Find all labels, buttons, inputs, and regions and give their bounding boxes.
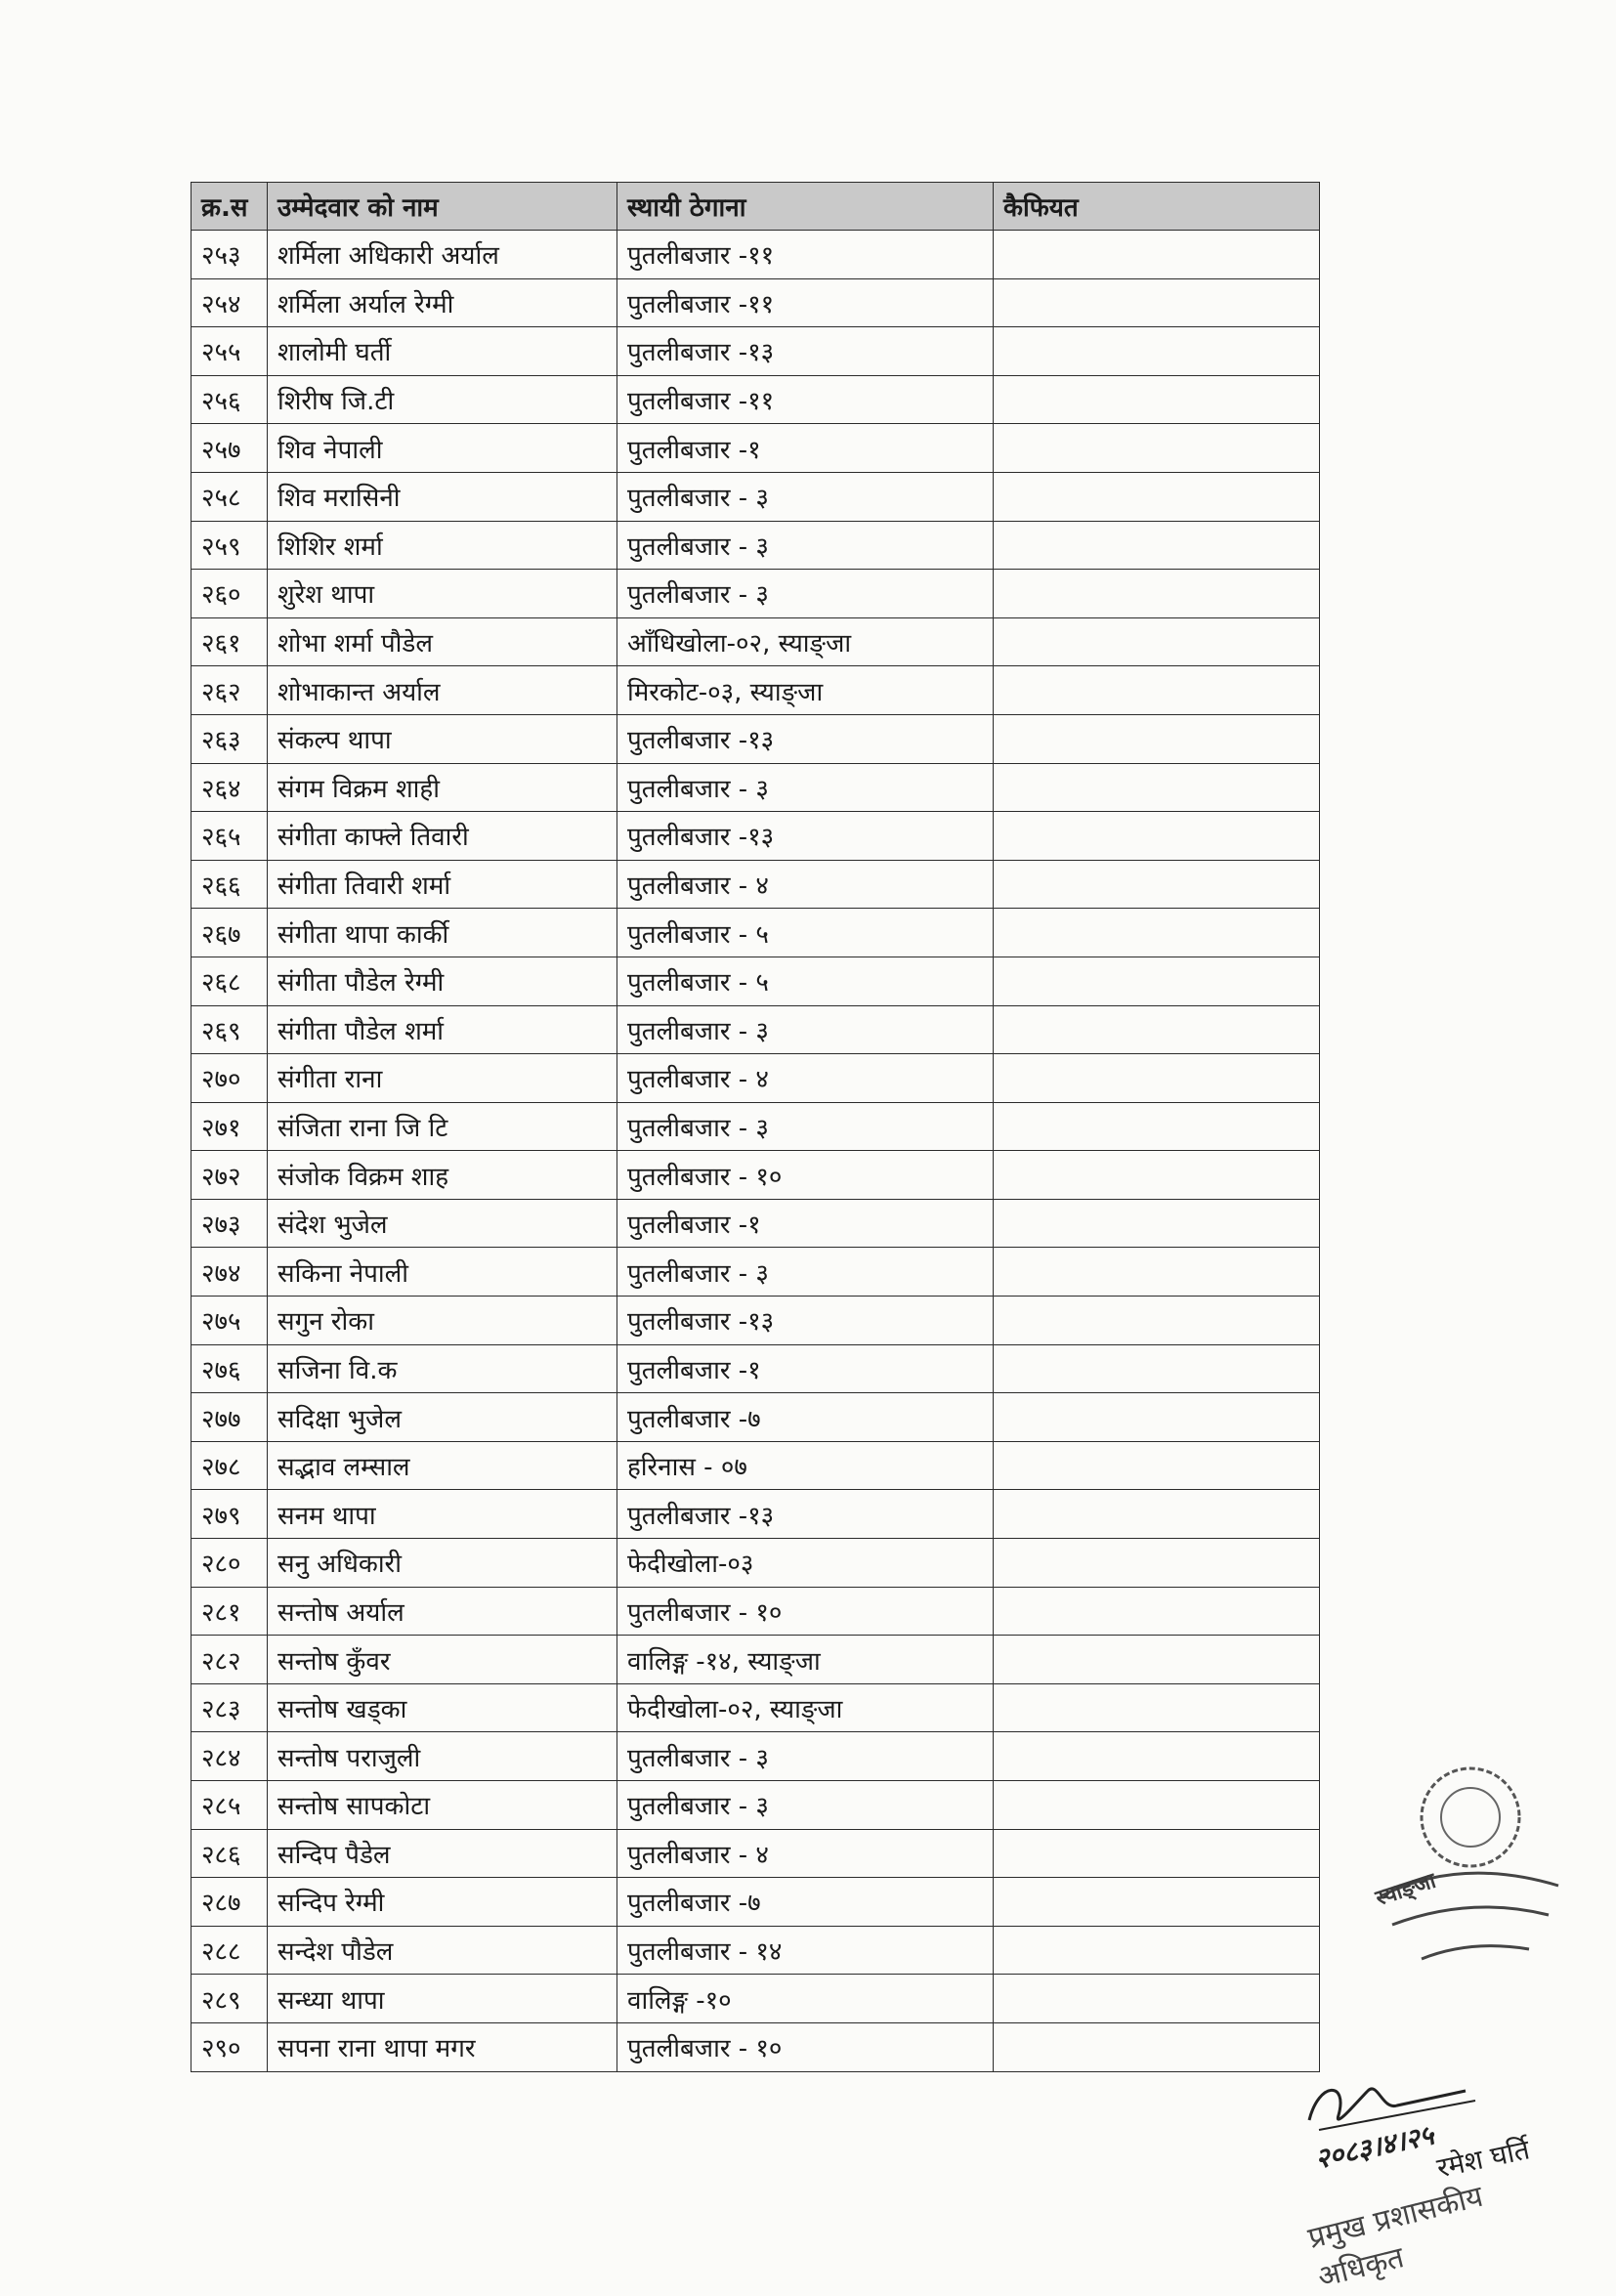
signature-scribble bbox=[1290, 2071, 1583, 2140]
serial-cell: २८३ bbox=[191, 1683, 268, 1732]
name-cell: संगम विक्रम शाही bbox=[268, 763, 617, 812]
table-row bbox=[191, 957, 1320, 1005]
remark-cell bbox=[994, 472, 1320, 521]
name-cell: सजिना वि.क bbox=[268, 1344, 617, 1393]
remark-cell bbox=[994, 570, 1320, 618]
serial-cell: २८८ bbox=[191, 1926, 268, 1975]
remark-cell bbox=[994, 957, 1320, 1005]
name-cell: संगीता तिवारी शर्मा bbox=[268, 860, 617, 909]
name-cell: सपना राना थापा मगर bbox=[268, 2022, 617, 2071]
address-cell: पुतलीबजार - ३ bbox=[617, 1781, 994, 1830]
address-cell: पुतलीबजार - ३ bbox=[617, 763, 994, 812]
name-cell: सकिना नेपाली bbox=[268, 1248, 617, 1297]
name-cell: सदिक्षा भुजेल bbox=[268, 1393, 617, 1442]
address-cell: वालिङ्ग -१४, स्याङ्जा bbox=[617, 1636, 994, 1684]
name-cell: संगीता पौडेल शर्मा bbox=[268, 1005, 617, 1054]
table-row bbox=[191, 1151, 1320, 1200]
table-row bbox=[191, 617, 1320, 666]
name-cell: शर्मिला अधिकारी अर्याल bbox=[268, 231, 617, 279]
serial-cell: २६७ bbox=[191, 909, 268, 957]
remark-cell bbox=[994, 375, 1320, 424]
header-serial: क्र.स bbox=[191, 183, 268, 231]
address-cell: हरिनास - ०७ bbox=[617, 1441, 994, 1490]
name-cell: सनम थापा bbox=[268, 1490, 617, 1539]
remark-cell bbox=[994, 812, 1320, 861]
name-cell: सन्तोष अर्याल bbox=[268, 1587, 617, 1636]
table-row bbox=[191, 1005, 1320, 1054]
table-header-row bbox=[191, 183, 1320, 231]
remark-cell bbox=[994, 1732, 1320, 1781]
name-cell: शिरीष जि.टी bbox=[268, 375, 617, 424]
remark-cell bbox=[994, 1199, 1320, 1248]
serial-cell: २८१ bbox=[191, 1587, 268, 1636]
name-cell: संगीता काफ्ले तिवारी bbox=[268, 812, 617, 861]
table-row bbox=[191, 1248, 1320, 1297]
serial-cell: २७३ bbox=[191, 1199, 268, 1248]
serial-cell: २७८ bbox=[191, 1441, 268, 1490]
table-row bbox=[191, 1539, 1320, 1588]
address-cell: पुतलीबजार -७ bbox=[617, 1393, 994, 1442]
remark-cell bbox=[994, 617, 1320, 666]
serial-cell: २७४ bbox=[191, 1248, 268, 1297]
serial-cell: २८९ bbox=[191, 1975, 268, 2023]
header-address: स्थायी ठेगाना bbox=[617, 183, 994, 231]
serial-cell: २८५ bbox=[191, 1781, 268, 1830]
serial-cell: २५३ bbox=[191, 231, 268, 279]
address-cell: पुतलीबजार -११ bbox=[617, 278, 994, 327]
remark-cell bbox=[994, 1539, 1320, 1588]
signatory-title: प्रमुख प्रशासकीय अधिकृत bbox=[1304, 2179, 1487, 2295]
address-cell: पुतलीबजार - १० bbox=[617, 1587, 994, 1636]
table-row bbox=[191, 1344, 1320, 1393]
address-cell: वालिङ्ग -१० bbox=[617, 1975, 994, 2023]
name-cell: संगीता पौडेल रेग्मी bbox=[268, 957, 617, 1005]
table-row bbox=[191, 666, 1320, 715]
remark-cell bbox=[994, 1975, 1320, 2023]
serial-cell: २५५ bbox=[191, 327, 268, 376]
remark-cell bbox=[994, 521, 1320, 570]
name-cell: शिव मरासिनी bbox=[268, 472, 617, 521]
remark-cell bbox=[994, 1441, 1320, 1490]
remark-cell bbox=[994, 1683, 1320, 1732]
table-row bbox=[191, 1781, 1320, 1830]
remark-cell bbox=[994, 1490, 1320, 1539]
name-cell: सन्दिप पैडेल bbox=[268, 1829, 617, 1878]
address-cell: पुतलीबजार -१ bbox=[617, 424, 994, 473]
header-remark: कैफियत bbox=[994, 183, 1320, 231]
address-cell: पुतलीबजार - ३ bbox=[617, 1732, 994, 1781]
remark-cell bbox=[994, 1829, 1320, 1878]
remark-cell bbox=[994, 860, 1320, 909]
serial-cell: २७० bbox=[191, 1054, 268, 1103]
serial-cell: २८६ bbox=[191, 1829, 268, 1878]
table-row bbox=[191, 1975, 1320, 2023]
header-name: उम्मेदवार को नाम bbox=[268, 183, 617, 231]
signature-date: २०८३।४।२५ bbox=[1312, 2118, 1437, 2176]
table-row bbox=[191, 1199, 1320, 1248]
name-cell: सद्भाव लम्साल bbox=[268, 1441, 617, 1490]
name-cell: संगीता थापा कार्की bbox=[268, 909, 617, 957]
table-row bbox=[191, 327, 1320, 376]
name-cell: शिशिर शर्मा bbox=[268, 521, 617, 570]
serial-cell: २५८ bbox=[191, 472, 268, 521]
table-row bbox=[191, 909, 1320, 957]
table-row bbox=[191, 1829, 1320, 1878]
remark-cell bbox=[994, 714, 1320, 763]
address-cell: पुतलीबजार - १० bbox=[617, 1151, 994, 1200]
name-cell: संकल्प थापा bbox=[268, 714, 617, 763]
name-cell: शोभा शर्मा पौडेल bbox=[268, 617, 617, 666]
serial-cell: २६६ bbox=[191, 860, 268, 909]
address-cell: पुतलीबजार - ४ bbox=[617, 1829, 994, 1878]
serial-cell: २५४ bbox=[191, 278, 268, 327]
serial-cell: २६२ bbox=[191, 666, 268, 715]
remark-cell bbox=[994, 231, 1320, 279]
remark-cell bbox=[994, 1005, 1320, 1054]
address-cell: पुतलीबजार - ३ bbox=[617, 1102, 994, 1151]
remark-cell bbox=[994, 1344, 1320, 1393]
name-cell: शुरेश थापा bbox=[268, 570, 617, 618]
table-row bbox=[191, 1683, 1320, 1732]
serial-cell: २६३ bbox=[191, 714, 268, 763]
remark-cell bbox=[994, 1781, 1320, 1830]
serial-cell: २६९ bbox=[191, 1005, 268, 1054]
table-row bbox=[191, 1878, 1320, 1927]
name-cell: संगीता राना bbox=[268, 1054, 617, 1103]
name-cell: संजोक विक्रम शाह bbox=[268, 1151, 617, 1200]
serial-cell: २८० bbox=[191, 1539, 268, 1588]
table-row bbox=[191, 1393, 1320, 1442]
remark-cell bbox=[994, 909, 1320, 957]
table-row bbox=[191, 1297, 1320, 1345]
name-cell: शोभाकान्त अर्याल bbox=[268, 666, 617, 715]
name-cell: संदेश भुजेल bbox=[268, 1199, 617, 1248]
name-cell: संजिता राना जि टि bbox=[268, 1102, 617, 1151]
table-row bbox=[191, 375, 1320, 424]
serial-cell: २७१ bbox=[191, 1102, 268, 1151]
address-cell: पुतलीबजार - ३ bbox=[617, 570, 994, 618]
remark-cell bbox=[994, 666, 1320, 715]
name-cell: सन्तोष पराजुली bbox=[268, 1732, 617, 1781]
serial-cell: २६० bbox=[191, 570, 268, 618]
signature-block bbox=[1290, 2071, 1583, 2295]
name-cell: शालोमी घर्ती bbox=[268, 327, 617, 376]
name-cell: सन्तोष कुँवर bbox=[268, 1636, 617, 1684]
address-cell: पुतलीबजार - १० bbox=[617, 2022, 994, 2071]
remark-cell bbox=[994, 1878, 1320, 1927]
table-row bbox=[191, 1441, 1320, 1490]
name-cell: सन्तोष खड्का bbox=[268, 1683, 617, 1732]
table-row bbox=[191, 714, 1320, 763]
table-row bbox=[191, 1490, 1320, 1539]
table-row bbox=[191, 1636, 1320, 1684]
serial-cell: २५९ bbox=[191, 521, 268, 570]
remark-cell bbox=[994, 1248, 1320, 1297]
address-cell: पुतलीबजार -१ bbox=[617, 1344, 994, 1393]
address-cell: पुतलीबजार - ३ bbox=[617, 1005, 994, 1054]
serial-cell: २६१ bbox=[191, 617, 268, 666]
table-row bbox=[191, 1926, 1320, 1975]
table-row bbox=[191, 231, 1320, 279]
table-row bbox=[191, 570, 1320, 618]
serial-cell: २८७ bbox=[191, 1878, 268, 1927]
address-cell: पुतलीबजार - ४ bbox=[617, 860, 994, 909]
table-row bbox=[191, 763, 1320, 812]
address-cell: पुतलीबजार -११ bbox=[617, 375, 994, 424]
serial-cell: २५७ bbox=[191, 424, 268, 473]
table-row bbox=[191, 2022, 1320, 2071]
address-cell: पुतलीबजार -१ bbox=[617, 1199, 994, 1248]
table-row bbox=[191, 1054, 1320, 1103]
address-cell: पुतलीबजार - ४ bbox=[617, 1054, 994, 1103]
name-cell: सगुन रोका bbox=[268, 1297, 617, 1345]
candidate-table bbox=[191, 182, 1320, 2072]
address-cell: पुतलीबजार - ३ bbox=[617, 521, 994, 570]
address-cell: पुतलीबजार -१३ bbox=[617, 1490, 994, 1539]
serial-cell: २६८ bbox=[191, 957, 268, 1005]
remark-cell bbox=[994, 1636, 1320, 1684]
remark-cell bbox=[994, 2022, 1320, 2071]
address-cell: आँधिखोला-०२, स्याङ्जा bbox=[617, 617, 994, 666]
address-cell: पुतलीबजार -१३ bbox=[617, 714, 994, 763]
signatory-name: रमेश घर्ति bbox=[1433, 2133, 1533, 2185]
table-row bbox=[191, 860, 1320, 909]
table-row bbox=[191, 1732, 1320, 1781]
name-cell: सन्ध्या थापा bbox=[268, 1975, 617, 2023]
serial-cell: २५६ bbox=[191, 375, 268, 424]
remark-cell bbox=[994, 278, 1320, 327]
remark-cell bbox=[994, 763, 1320, 812]
name-cell: सन्दिप रेग्मी bbox=[268, 1878, 617, 1927]
address-cell: मिरकोट-०३, स्याङ्जा bbox=[617, 666, 994, 715]
address-cell: पुतलीबजार - १४ bbox=[617, 1926, 994, 1975]
table-row bbox=[191, 1102, 1320, 1151]
serial-cell: २८२ bbox=[191, 1636, 268, 1684]
serial-cell: २७२ bbox=[191, 1151, 268, 1200]
address-cell: फेदीखोला-०३ bbox=[617, 1539, 994, 1588]
remark-cell bbox=[994, 1151, 1320, 1200]
name-cell: सन्देश पौडेल bbox=[268, 1926, 617, 1975]
address-cell: पुतलीबजार - ३ bbox=[617, 1248, 994, 1297]
address-cell: पुतलीबजार - ५ bbox=[617, 909, 994, 957]
table-row bbox=[191, 278, 1320, 327]
address-cell: पुतलीबजार -११ bbox=[617, 231, 994, 279]
serial-cell: २७७ bbox=[191, 1393, 268, 1442]
address-cell: पुतलीबजार -१३ bbox=[617, 327, 994, 376]
remark-cell bbox=[994, 1102, 1320, 1151]
remark-cell bbox=[994, 1587, 1320, 1636]
serial-cell: २९० bbox=[191, 2022, 268, 2071]
serial-cell: २७९ bbox=[191, 1490, 268, 1539]
table-row bbox=[191, 521, 1320, 570]
address-cell: पुतलीबजार -१३ bbox=[617, 1297, 994, 1345]
stamp-text: स्याङ्जा bbox=[1373, 1868, 1439, 1912]
address-cell: पुतलीबजार - ३ bbox=[617, 472, 994, 521]
address-cell: पुतलीबजार -१३ bbox=[617, 812, 994, 861]
name-cell: शिव नेपाली bbox=[268, 424, 617, 473]
serial-cell: २७६ bbox=[191, 1344, 268, 1393]
address-cell: पुतलीबजार -७ bbox=[617, 1878, 994, 1927]
name-cell: सन्तोष सापकोटा bbox=[268, 1781, 617, 1830]
remark-cell bbox=[994, 1393, 1320, 1442]
table-row bbox=[191, 812, 1320, 861]
serial-cell: २६४ bbox=[191, 763, 268, 812]
remark-cell bbox=[994, 1926, 1320, 1975]
stamp-seal-graphic bbox=[1363, 1749, 1573, 1974]
serial-cell: २८४ bbox=[191, 1732, 268, 1781]
serial-cell: २७५ bbox=[191, 1297, 268, 1345]
remark-cell bbox=[994, 1297, 1320, 1345]
office-stamp bbox=[1363, 1749, 1573, 1974]
name-cell: सनु अधिकारी bbox=[268, 1539, 617, 1588]
address-cell: पुतलीबजार - ५ bbox=[617, 957, 994, 1005]
remark-cell bbox=[994, 327, 1320, 376]
remark-cell bbox=[994, 1054, 1320, 1103]
table-row bbox=[191, 1587, 1320, 1636]
table-row bbox=[191, 424, 1320, 473]
table-row bbox=[191, 472, 1320, 521]
name-cell: शर्मिला अर्याल रेग्मी bbox=[268, 278, 617, 327]
address-cell: फेदीखोला-०२, स्याङ्जा bbox=[617, 1683, 994, 1732]
remark-cell bbox=[994, 424, 1320, 473]
serial-cell: २६५ bbox=[191, 812, 268, 861]
